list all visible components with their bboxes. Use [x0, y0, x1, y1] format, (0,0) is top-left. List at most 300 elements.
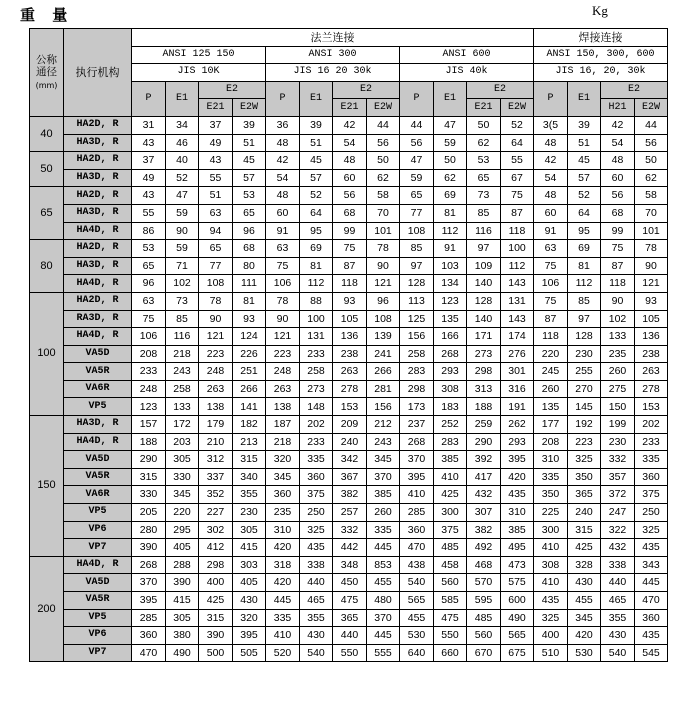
weight-value-cell: 380	[166, 627, 199, 645]
weight-value-cell: 111	[233, 275, 266, 293]
weight-value-cell: 230	[601, 433, 635, 451]
weight-value-cell: 570	[467, 574, 501, 592]
table-row	[30, 345, 668, 363]
weight-value-cell: 370	[400, 451, 434, 469]
weight-value-cell: 43	[199, 152, 233, 170]
weight-value-cell: 51	[300, 134, 333, 152]
weight-value-cell: 85	[166, 310, 199, 328]
actuator-model-cell: HA2D, R	[64, 292, 132, 310]
weight-value-cell: 430	[300, 627, 333, 645]
weight-value-cell: 140	[467, 275, 501, 293]
weight-value-cell: 226	[233, 345, 266, 363]
table-row	[30, 556, 668, 574]
weight-value-cell: 96	[233, 222, 266, 240]
weight-value-cell: 240	[333, 433, 367, 451]
weight-value-cell: 293	[501, 433, 534, 451]
weight-value-cell: 78	[635, 240, 668, 258]
weight-value-cell: 52	[568, 187, 601, 205]
weight-value-cell: 105	[635, 310, 668, 328]
weight-value-cell: 87	[601, 257, 635, 275]
weight-value-cell: 367	[333, 468, 367, 486]
weight-value-cell: 360	[400, 521, 434, 539]
weight-value-cell: 46	[166, 134, 199, 152]
actuator-model-cell: HA2D, R	[64, 116, 132, 134]
weight-value-cell: 102	[166, 275, 199, 293]
weight-value-cell: 432	[467, 486, 501, 504]
weight-value-cell: 430	[568, 574, 601, 592]
weight-value-cell: 435	[534, 592, 568, 610]
weight-value-cell: 208	[534, 433, 568, 451]
weight-value-cell: 280	[132, 521, 166, 539]
weight-value-cell: 245	[534, 363, 568, 381]
weight-value-cell: 54	[333, 134, 367, 152]
weight-value-cell: 133	[166, 398, 199, 416]
weight-value-cell: 42	[333, 116, 367, 134]
table-row	[30, 204, 668, 222]
weight-value-cell: 540	[300, 644, 333, 662]
actuator-model-cell: HA4D, R	[64, 328, 132, 346]
weight-value-cell: 490	[501, 609, 534, 627]
weight-value-cell: 54	[266, 169, 300, 187]
weight-value-cell: 69	[300, 240, 333, 258]
weight-value-cell: 183	[434, 398, 467, 416]
weight-value-cell: 315	[132, 468, 166, 486]
weight-value-cell: 99	[601, 222, 635, 240]
weight-value-cell: 39	[568, 116, 601, 134]
weight-value-cell: 60	[534, 204, 568, 222]
weight-value-cell: 340	[233, 468, 266, 486]
weight-value-cell: 565	[501, 627, 534, 645]
weight-value-cell: 157	[132, 416, 166, 434]
weight-value-cell: 420	[501, 468, 534, 486]
weight-value-cell: 262	[501, 416, 534, 434]
weight-value-cell: 343	[635, 556, 668, 574]
weight-value-cell: 495	[501, 539, 534, 557]
table-row	[30, 398, 668, 416]
weight-value-cell: 42	[601, 116, 635, 134]
weight-value-cell: 125	[400, 310, 434, 328]
weight-value-cell: 56	[601, 187, 635, 205]
weight-value-cell: 54	[534, 169, 568, 187]
weight-value-cell: 50	[367, 152, 400, 170]
weight-value-cell: 55	[501, 152, 534, 170]
weight-value-cell: 395	[233, 627, 266, 645]
weight-value-cell: 360	[300, 468, 333, 486]
weight-value-cell: 116	[467, 222, 501, 240]
weight-value-cell: 230	[568, 345, 601, 363]
actuator-model-cell: HA2D, R	[64, 152, 132, 170]
weight-value-cell: 60	[333, 169, 367, 187]
actuator-model-cell: VA6R	[64, 486, 132, 504]
weight-value-cell: 87	[534, 310, 568, 328]
weight-value-cell: 475	[333, 592, 367, 610]
table-row	[30, 310, 668, 328]
weight-value-cell: 212	[367, 416, 400, 434]
weight-value-cell: 208	[132, 345, 166, 363]
weight-value-cell: 59	[434, 134, 467, 152]
weight-value-cell: 57	[568, 169, 601, 187]
weight-value-cell: 87	[501, 204, 534, 222]
weight-value-cell: 138	[199, 398, 233, 416]
weight-value-cell: 275	[601, 380, 635, 398]
weight-value-cell: 45	[233, 152, 266, 170]
weight-value-cell: 330	[132, 486, 166, 504]
col-h21-header: H21	[601, 99, 635, 117]
weight-value-cell: 51	[568, 134, 601, 152]
weight-value-cell: 455	[400, 609, 434, 627]
weight-value-cell: 300	[534, 521, 568, 539]
weight-value-cell: 179	[199, 416, 233, 434]
table-row	[30, 380, 668, 398]
weight-value-cell: 62	[434, 169, 467, 187]
col-e1-header: E1	[434, 81, 467, 116]
weight-value-cell: 68	[333, 204, 367, 222]
weight-value-cell: 106	[534, 275, 568, 293]
weight-value-cell: 65	[467, 169, 501, 187]
weight-value-cell: 42	[534, 152, 568, 170]
weight-value-cell: 75	[132, 310, 166, 328]
table-row	[30, 486, 668, 504]
weight-value-cell: 575	[501, 574, 534, 592]
actuator-model-cell: VP7	[64, 539, 132, 557]
weight-value-cell: 100	[501, 240, 534, 258]
weight-value-cell: 230	[233, 504, 266, 522]
weight-value-cell: 60	[601, 169, 635, 187]
weight-value-cell: 348	[333, 556, 367, 574]
weight-value-cell: 238	[635, 345, 668, 363]
weight-value-cell: 91	[266, 222, 300, 240]
weight-value-cell: 285	[132, 609, 166, 627]
weight-value-cell: 233	[300, 433, 333, 451]
actuator-model-cell: HA4D, R	[64, 433, 132, 451]
actuator-model-cell: HA3D, R	[64, 257, 132, 275]
weight-value-cell: 337	[199, 468, 233, 486]
page-title: 重 量	[20, 6, 74, 24]
col-e2w-header: E2W	[635, 99, 668, 117]
weight-value-cell: 248	[266, 363, 300, 381]
weight-value-cell: 365	[568, 486, 601, 504]
weight-value-cell: 480	[367, 592, 400, 610]
weight-value-cell: 335	[534, 468, 568, 486]
col-p-header: P	[400, 81, 434, 116]
weight-value-cell: 39	[233, 116, 266, 134]
weight-value-cell: 233	[300, 345, 333, 363]
weight-value-cell: 325	[534, 609, 568, 627]
weight-value-cell: 172	[166, 416, 199, 434]
weight-value-cell: 345	[166, 486, 199, 504]
weight-value-cell: 417	[467, 468, 501, 486]
weight-value-cell: 93	[635, 292, 668, 310]
weight-value-cell: 36	[266, 116, 300, 134]
actuator-model-cell: VP6	[64, 627, 132, 645]
weight-value-cell: 80	[233, 257, 266, 275]
weight-value-cell: 112	[568, 275, 601, 293]
weight-value-cell: 63	[266, 240, 300, 258]
weight-value-cell: 63	[534, 240, 568, 258]
weight-value-cell: 382	[467, 521, 501, 539]
weight-value-cell: 191	[501, 398, 534, 416]
weight-value-cell: 62	[367, 169, 400, 187]
col-e2w-header: E2W	[233, 99, 266, 117]
weight-value-cell: 156	[367, 398, 400, 416]
weight-value-cell: 455	[568, 592, 601, 610]
col-e21-header: E21	[333, 99, 367, 117]
weight-value-cell: 174	[501, 328, 534, 346]
weight-value-cell: 118	[501, 222, 534, 240]
weight-value-cell: 395	[132, 592, 166, 610]
weight-value-cell: 121	[199, 328, 233, 346]
weight-value-cell: 240	[568, 504, 601, 522]
table-row	[30, 416, 668, 434]
weight-value-cell: 248	[132, 380, 166, 398]
weight-value-cell: 255	[568, 363, 601, 381]
weight-value-cell: 34	[166, 116, 199, 134]
weight-value-cell: 70	[367, 204, 400, 222]
weight-value-cell: 332	[333, 521, 367, 539]
weight-value-cell: 440	[300, 574, 333, 592]
weight-value-cell: 400	[534, 627, 568, 645]
weight-value-cell: 305	[166, 609, 199, 627]
table-row	[30, 187, 668, 205]
weight-value-cell: 69	[434, 187, 467, 205]
weight-value-cell: 410	[266, 627, 300, 645]
weld-jis: JIS 16, 20, 30k	[534, 64, 668, 82]
weight-value-cell: 223	[266, 345, 300, 363]
col-e2w-header: E2W	[367, 99, 400, 117]
weight-value-cell: 565	[400, 592, 434, 610]
weight-value-cell: 31	[132, 116, 166, 134]
weight-value-cell: 268	[400, 433, 434, 451]
weight-value-cell: 250	[300, 504, 333, 522]
weight-value-cell: 121	[367, 275, 400, 293]
weight-value-cell: 140	[467, 310, 501, 328]
diameter-label: 公称 通径	[36, 54, 57, 79]
weight-value-cell: 250	[635, 504, 668, 522]
weight-value-cell: 540	[601, 644, 635, 662]
weight-value-cell: 435	[635, 627, 668, 645]
weight-value-cell: 345	[266, 468, 300, 486]
weight-value-cell: 468	[467, 556, 501, 574]
weight-value-cell: 75	[501, 187, 534, 205]
weight-value-cell: 475	[434, 609, 467, 627]
actuator-model-cell: RA3D, R	[64, 310, 132, 328]
weight-value-cell: 78	[266, 292, 300, 310]
weight-value-cell: 121	[635, 275, 668, 293]
weight-value-cell: 56	[367, 134, 400, 152]
weight-value-cell: 445	[367, 539, 400, 557]
weight-value-cell: 128	[400, 275, 434, 293]
weight-value-cell: 550	[434, 627, 467, 645]
weight-value-cell: 305	[233, 521, 266, 539]
weight-value-cell: 303	[233, 556, 266, 574]
weight-value-cell: 62	[635, 169, 668, 187]
weight-value-cell: 59	[166, 204, 199, 222]
weight-value-cell: 252	[434, 416, 467, 434]
weight-value-cell: 134	[434, 275, 467, 293]
nominal-size-cell: 50	[30, 152, 64, 187]
weight-value-cell: 210	[199, 433, 233, 451]
weight-value-cell: 530	[400, 627, 434, 645]
weight-value-cell: 128	[467, 292, 501, 310]
weight-value-cell: 465	[601, 592, 635, 610]
weight-value-cell: 390	[199, 627, 233, 645]
weight-value-cell: 96	[367, 292, 400, 310]
weight-value-cell: 136	[635, 328, 668, 346]
weight-value-cell: 95	[300, 222, 333, 240]
weight-value-cell: 263	[333, 363, 367, 381]
weight-value-cell: 300	[434, 504, 467, 522]
weight-value-cell: 266	[367, 363, 400, 381]
weight-value-cell: 48	[266, 134, 300, 152]
weight-value-cell: 64	[568, 204, 601, 222]
weight-value-cell: 360	[266, 486, 300, 504]
weight-value-cell: 241	[367, 345, 400, 363]
weight-value-cell: 192	[568, 416, 601, 434]
weight-value-cell: 199	[601, 416, 635, 434]
weight-value-cell: 43	[132, 187, 166, 205]
weight-value-cell: 51	[199, 187, 233, 205]
weight-value-cell: 505	[233, 644, 266, 662]
weight-value-cell: 430	[233, 592, 266, 610]
weight-value-cell: 77	[199, 257, 233, 275]
col-e1-header: E1	[568, 81, 601, 116]
actuator-header: 执行机构	[64, 29, 132, 117]
weight-value-cell: 412	[199, 539, 233, 557]
col-e2-header: E2	[333, 81, 400, 99]
weight-value-cell: 310	[501, 504, 534, 522]
table-row	[30, 504, 668, 522]
actuator-model-cell: HA3D, R	[64, 169, 132, 187]
col-e2-header: E2	[467, 81, 534, 99]
actuator-model-cell: VP5	[64, 398, 132, 416]
weight-value-cell: 77	[400, 204, 434, 222]
actuator-model-cell: HA4D, R	[64, 275, 132, 293]
col-e21-header: E21	[199, 99, 233, 117]
weight-value-cell: 298	[400, 380, 434, 398]
weight-value-cell: 48	[534, 187, 568, 205]
weight-value-cell: 53	[233, 187, 266, 205]
weight-value-cell: 108	[400, 222, 434, 240]
weight-value-cell: 390	[166, 574, 199, 592]
weight-value-cell: 290	[132, 451, 166, 469]
weight-value-cell: 75	[534, 292, 568, 310]
weight-value-cell: 530	[568, 644, 601, 662]
weight-value-cell: 442	[333, 539, 367, 557]
col-e1-header: E1	[300, 81, 333, 116]
weight-value-cell: 318	[266, 556, 300, 574]
nominal-size-cell: 200	[30, 556, 64, 662]
weight-value-cell: 78	[199, 292, 233, 310]
weight-value-cell: 153	[333, 398, 367, 416]
weight-value-cell: 520	[266, 644, 300, 662]
weight-value-cell: 316	[501, 380, 534, 398]
flange-group-header: 法兰连接	[132, 29, 534, 47]
weight-value-cell: 102	[601, 310, 635, 328]
weight-value-cell: 75	[534, 257, 568, 275]
weight-value-cell: 135	[534, 398, 568, 416]
weight-value-cell: 266	[233, 380, 266, 398]
weight-value-cell: 43	[132, 134, 166, 152]
weight-value-cell: 223	[199, 345, 233, 363]
weight-value-cell: 91	[534, 222, 568, 240]
weight-value-cell: 90	[601, 292, 635, 310]
weld-ansi: ANSI 150, 300, 600	[534, 46, 668, 64]
weight-value-cell: 405	[166, 539, 199, 557]
table-row	[30, 521, 668, 539]
weight-value-cell: 342	[333, 451, 367, 469]
table-row	[30, 433, 668, 451]
nominal-size-cell: 40	[30, 116, 64, 151]
weight-value-cell: 415	[233, 539, 266, 557]
weight-value-cell: 124	[233, 328, 266, 346]
weight-value-cell: 220	[166, 504, 199, 522]
actuator-model-cell: VA5D	[64, 345, 132, 363]
weight-value-cell: 64	[501, 134, 534, 152]
weight-value-cell: 640	[400, 644, 434, 662]
weight-value-cell: 60	[266, 204, 300, 222]
weight-value-cell: 44	[635, 116, 668, 134]
weight-value-cell: 202	[635, 416, 668, 434]
weight-value-cell: 325	[635, 521, 668, 539]
weight-value-cell: 283	[400, 363, 434, 381]
weight-value-cell: 57	[233, 169, 266, 187]
weight-value-cell: 118	[333, 275, 367, 293]
weight-value-cell: 540	[400, 574, 434, 592]
weight-value-cell: 135	[434, 310, 467, 328]
weight-value-cell: 105	[333, 310, 367, 328]
weight-value-cell: 273	[467, 345, 501, 363]
flange-jis-1: JIS 10K	[132, 64, 266, 82]
weight-value-cell: 350	[534, 486, 568, 504]
weight-value-cell: 445	[635, 574, 668, 592]
weight-value-cell: 131	[501, 292, 534, 310]
weight-value-cell: 75	[601, 240, 635, 258]
weight-value-cell: 263	[199, 380, 233, 398]
weight-value-cell: 395	[400, 468, 434, 486]
weight-value-cell: 106	[132, 328, 166, 346]
weight-value-cell: 247	[601, 504, 635, 522]
weight-value-cell: 273	[300, 380, 333, 398]
weight-value-cell: 260	[367, 504, 400, 522]
table-row	[30, 134, 668, 152]
weight-value-cell: 313	[467, 380, 501, 398]
weight-value-cell: 40	[166, 152, 199, 170]
weight-value-cell: 69	[568, 240, 601, 258]
weight-value-cell: 281	[367, 380, 400, 398]
weight-value-cell: 37	[132, 152, 166, 170]
weight-value-cell: 853	[367, 556, 400, 574]
weight-table	[29, 28, 668, 662]
weight-value-cell: 47	[434, 116, 467, 134]
nominal-size-cell: 80	[30, 240, 64, 293]
weight-value-cell: 320	[266, 451, 300, 469]
weight-value-cell: 355	[233, 486, 266, 504]
weight-value-cell: 370	[367, 468, 400, 486]
weight-value-cell: 209	[333, 416, 367, 434]
weight-value-cell: 50	[434, 152, 467, 170]
weight-value-cell: 560	[467, 627, 501, 645]
weight-value-cell: 310	[534, 451, 568, 469]
weight-value-cell: 298	[199, 556, 233, 574]
actuator-model-cell: VP7	[64, 644, 132, 662]
weight-value-cell: 283	[434, 433, 467, 451]
flange-ansi-2: ANSI 300	[266, 46, 400, 64]
weight-value-cell: 485	[434, 539, 467, 557]
weight-value-cell: 485	[467, 609, 501, 627]
weight-value-cell: 270	[568, 380, 601, 398]
weight-value-cell: 45	[568, 152, 601, 170]
weight-value-cell: 81	[434, 204, 467, 222]
